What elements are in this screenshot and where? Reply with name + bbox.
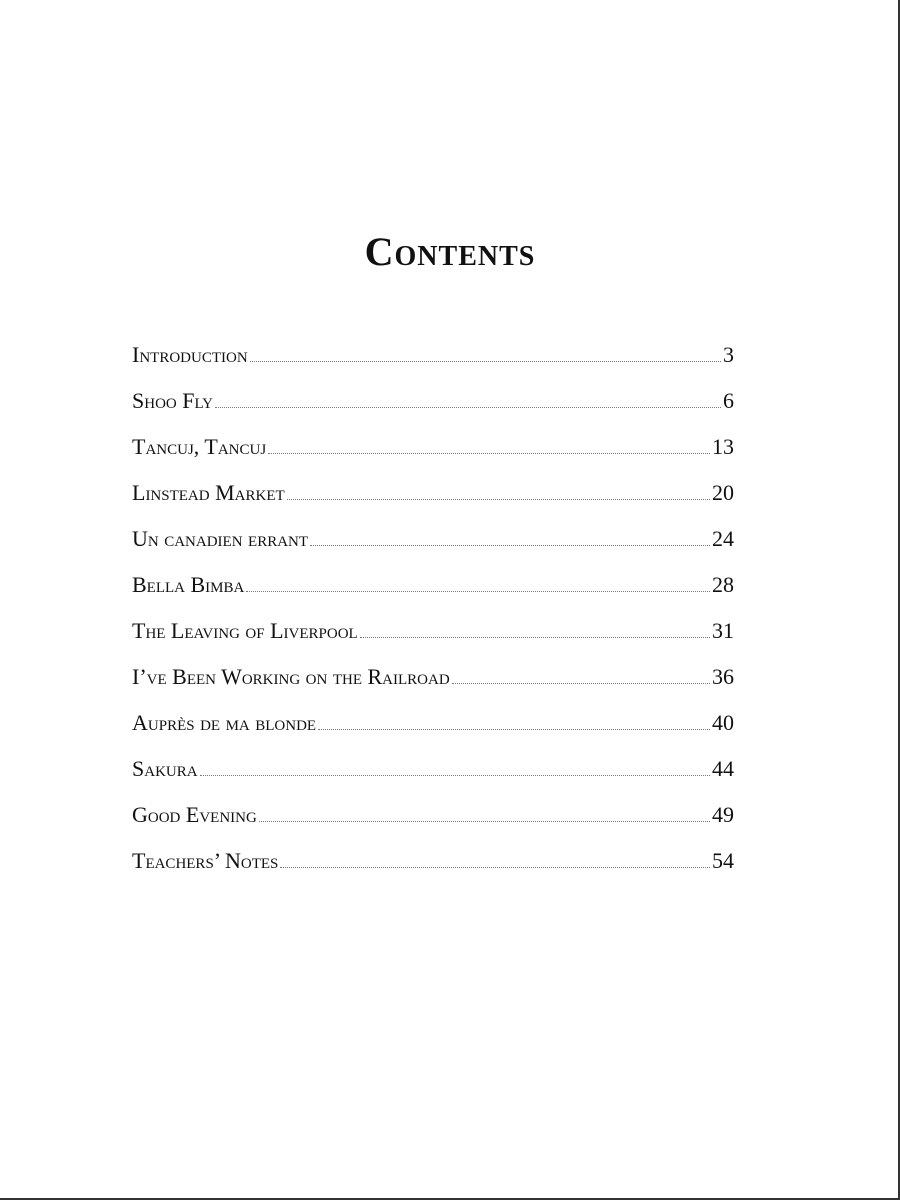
dot-leader bbox=[200, 774, 710, 776]
toc-entry-label: Teachers’ Notes bbox=[132, 848, 279, 873]
toc-entry-page-number: 40 bbox=[712, 710, 734, 735]
toc-entry-page-number: 49 bbox=[712, 802, 734, 827]
toc-entry-label: The Leaving of Liverpool bbox=[132, 618, 358, 643]
toc-entry-label: Auprès de ma blonde bbox=[132, 710, 317, 735]
toc-entry-label: Un canadien errant bbox=[132, 526, 309, 551]
dot-leader bbox=[280, 866, 710, 868]
toc-entry-good-evening bbox=[132, 782, 734, 828]
toc-entry-page-number: 28 bbox=[712, 572, 734, 597]
toc-entry-page-number: 3 bbox=[723, 342, 734, 367]
dot-leader bbox=[310, 544, 710, 546]
toc-entry-page-number: 44 bbox=[712, 756, 734, 781]
toc-entry-railroad bbox=[132, 644, 734, 690]
table-of-contents bbox=[132, 322, 734, 874]
toc-entry-introduction bbox=[132, 322, 734, 368]
dot-leader bbox=[246, 590, 710, 592]
toc-entry-label: Bella Bimba bbox=[132, 572, 245, 597]
toc-entry-label: Tancuj, Tancuj bbox=[132, 434, 267, 459]
toc-entry-page-number: 31 bbox=[712, 618, 734, 643]
toc-entry-teachers-notes bbox=[132, 828, 734, 874]
toc-entry-aupres-de-ma-blonde bbox=[132, 690, 734, 736]
dot-leader bbox=[250, 360, 721, 362]
toc-entry-bella-bimba bbox=[132, 552, 734, 598]
toc-entry-page-number: 6 bbox=[723, 388, 734, 413]
toc-entry-un-canadien-errant bbox=[132, 506, 734, 552]
dot-leader bbox=[360, 636, 710, 638]
dot-leader bbox=[268, 452, 710, 454]
dot-leader bbox=[318, 728, 710, 730]
dot-leader bbox=[259, 820, 710, 822]
page-title: Contents bbox=[364, 229, 536, 274]
toc-entry-label: Introduction bbox=[132, 342, 248, 367]
dot-leader bbox=[287, 498, 710, 500]
toc-entry-page-number: 20 bbox=[712, 480, 734, 505]
toc-entry-sakura bbox=[132, 736, 734, 782]
dot-leader bbox=[452, 682, 710, 684]
toc-entry-label: Good Evening bbox=[132, 802, 257, 827]
toc-entry-label: Linstead Market bbox=[132, 480, 285, 505]
toc-entry-page-number: 54 bbox=[712, 848, 734, 873]
toc-entry-page-number: 24 bbox=[712, 526, 734, 551]
toc-entry-label: I’ve Been Working on the Railroad bbox=[132, 664, 450, 689]
toc-entry-the-leaving-of-liverpool bbox=[132, 598, 734, 644]
toc-entry-label: Shoo Fly bbox=[132, 388, 213, 413]
toc-entry-label: Sakura bbox=[132, 756, 198, 781]
toc-entry-shoo-fly bbox=[132, 368, 734, 414]
toc-entry-page-number: 13 bbox=[712, 434, 734, 459]
toc-entry-page-number: 36 bbox=[712, 664, 734, 689]
toc-entry-linstead-market bbox=[132, 460, 734, 506]
toc-entry-tancuj-tancuj bbox=[132, 414, 734, 460]
dot-leader bbox=[215, 406, 721, 408]
